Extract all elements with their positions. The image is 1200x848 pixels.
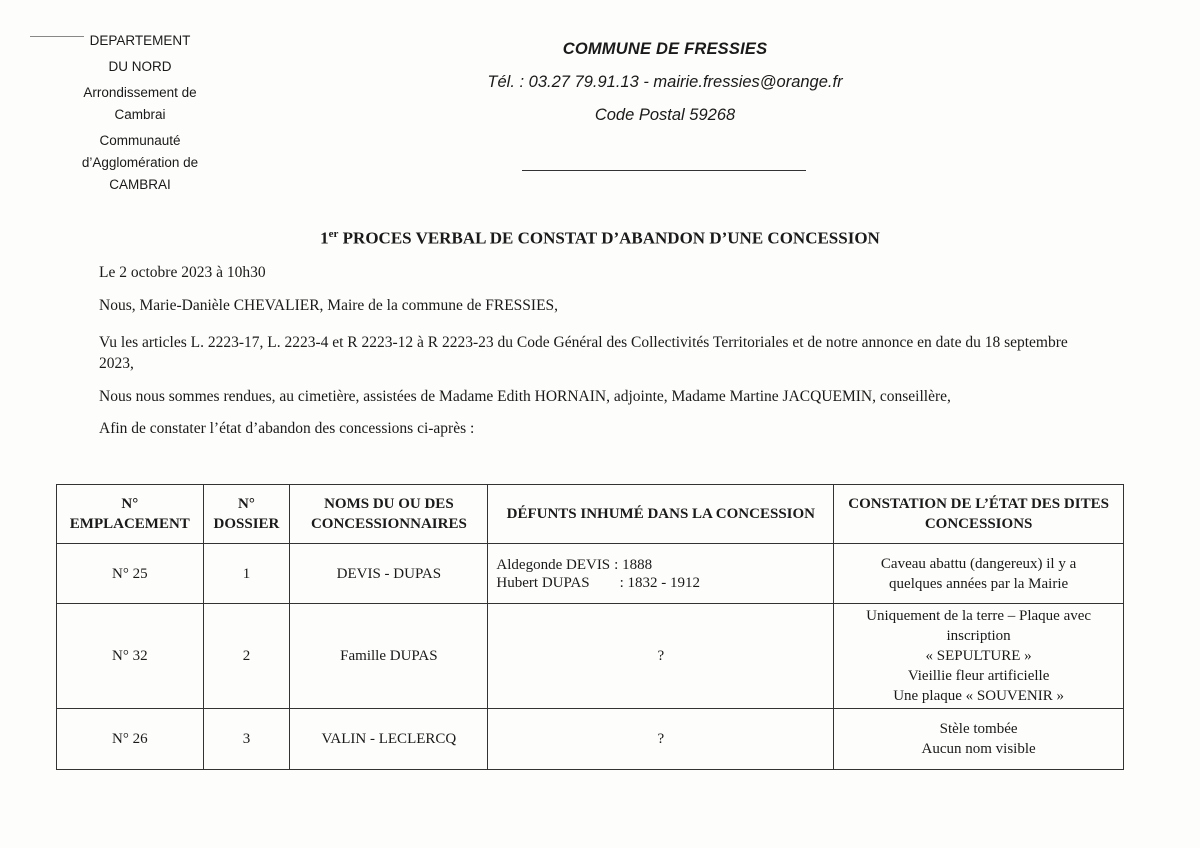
paragraph-attendees: Nous nous sommes rendues, au cimetière, assistées de Madame Edith HORNAIN, adjointe, Madame Martine JACQUEMIN, conseillère, (99, 388, 951, 405)
table-row (57, 604, 1124, 709)
cell-constat: Caveau abattu (dangereux) il y a quelques années par la Mairie (834, 544, 1124, 604)
cell-concessionnaires: VALIN - LECLERCQ (290, 709, 488, 770)
cell-defunts: Aldegonde DEVIS : 1888 Hubert DUPAS : 1832 - 1912 (488, 544, 834, 604)
cell-dossier: 1 (203, 544, 290, 604)
header-emplacement: N° EMPLACEMENT (57, 485, 204, 544)
commune-header (440, 40, 890, 125)
cell-concessionnaires: DEVIS - DUPAS (290, 544, 488, 604)
header-left-line: DEPARTEMENT (89, 33, 191, 48)
commune-contact: Tél. : 03.27 79.91.13 - mairie.fressies@orange.fr (487, 73, 843, 91)
paragraph-mayor: Nous, Marie-Danièle CHEVALIER, Maire de la commune de FRESSIES, (99, 297, 559, 314)
header-concessionnaires: NOMS DU OU DES CONCESSIONNAIRES (290, 485, 488, 544)
paragraph-articles: Vu les articles L. 2223-17, L. 2223-4 et R 2223-12 à R 2223-23 du Code Général des Collectivités Territoriales et de notre annonce en date du 18 septembre 2023, (99, 334, 1068, 372)
cell-defunts: ? (488, 709, 834, 770)
department-header (40, 30, 240, 196)
header-divider (522, 170, 806, 171)
document-title: 1er PROCES VERBAL DE CONSTAT D’ABANDON D’UNE CONCESSION (320, 228, 880, 248)
concessions-table (56, 484, 1124, 770)
cell-emplacement: N° 32 (57, 604, 204, 709)
cell-defunts: ? (488, 604, 834, 709)
header-left-line: DU NORD (108, 59, 172, 74)
cell-constat: Stèle tombée Aucun nom visible (834, 709, 1124, 770)
cell-dossier: 3 (203, 709, 290, 770)
paragraph-purpose: Afin de constater l’état d’abandon des concessions ci-après : (99, 420, 475, 437)
header-left-line: d’Agglomération de (81, 155, 199, 170)
cell-constat: Uniquement de la terre – Plaque avec inscription « SEPULTURE » Vieillie fleur artificielle Une plaque « SOUVENIR » (834, 604, 1124, 709)
table-row (57, 709, 1124, 770)
header-constat: CONSTATION DE L’ÉTAT DES DITES CONCESSIONS (834, 485, 1124, 544)
header-left-line: Cambrai (114, 107, 166, 122)
header-left-line: Communauté (99, 133, 181, 148)
header-left-line: CAMBRAI (109, 177, 171, 192)
commune-name: COMMUNE DE FRESSIES (562, 40, 768, 58)
table-row (57, 544, 1124, 604)
commune-postal-code: Code Postal 59268 (594, 106, 736, 124)
paragraph-date: Le 2 octobre 2023 à 10h30 (99, 264, 266, 281)
header-defunts: DÉFUNTS INHUMÉ DANS LA CONCESSION (488, 485, 834, 544)
cell-emplacement: N° 25 (57, 544, 204, 604)
header-left-line: Arrondissement de (83, 85, 197, 100)
cell-concessionnaires: Famille DUPAS (290, 604, 488, 709)
cell-emplacement: N° 26 (57, 709, 204, 770)
table-header-row (57, 485, 1124, 544)
cell-dossier: 2 (203, 604, 290, 709)
header-dossier: N° DOSSIER (203, 485, 290, 544)
